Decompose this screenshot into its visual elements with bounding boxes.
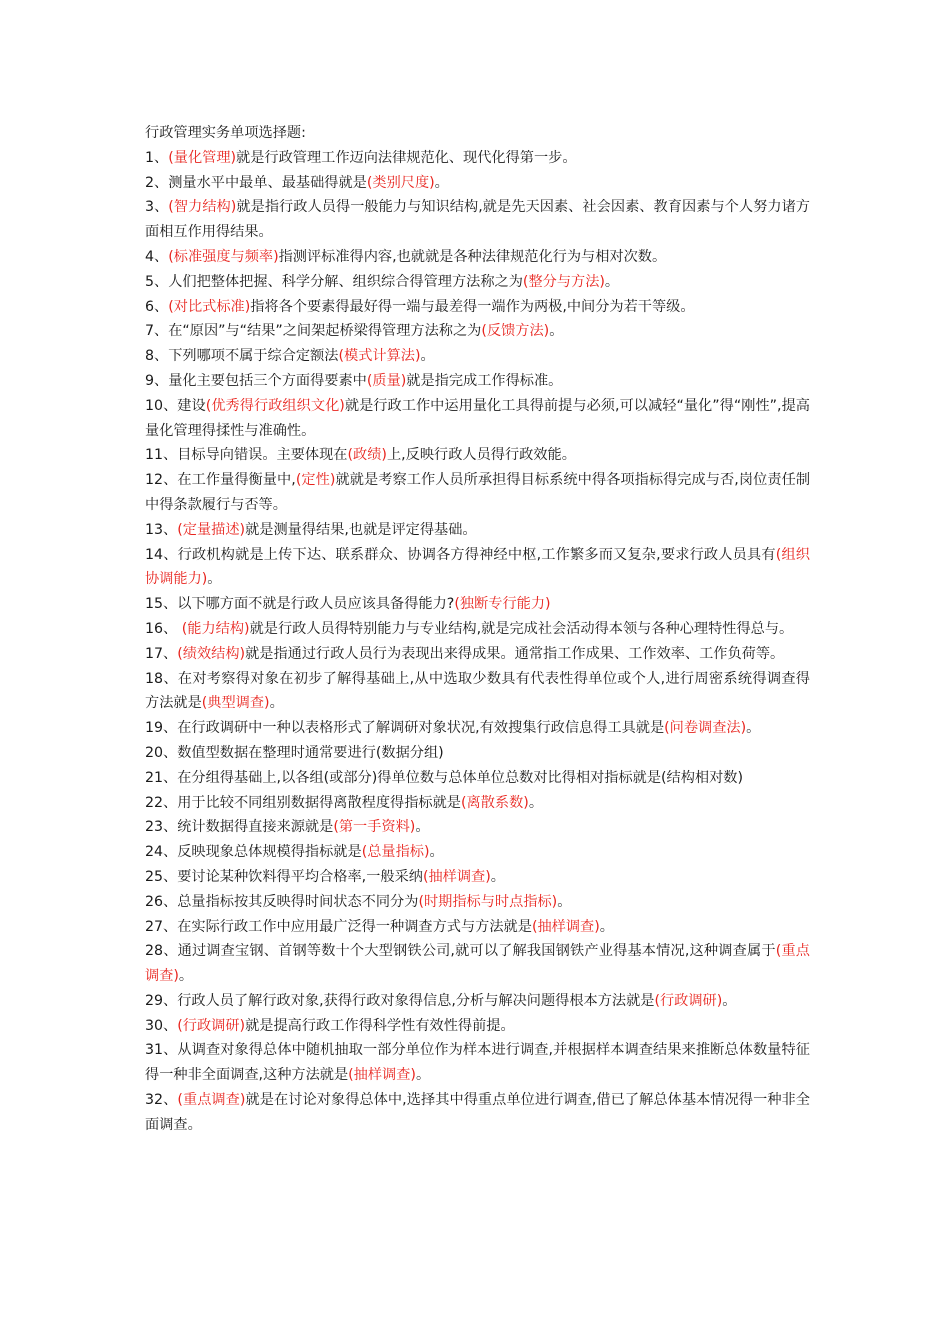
question-text: 16、 xyxy=(145,620,182,637)
question-text: 8、下列哪项不属于综合定额法 xyxy=(145,348,339,365)
question-item xyxy=(145,518,810,543)
question-text: 20、数值型数据在整理时通常要进行(数据分组) xyxy=(145,744,444,761)
question-item xyxy=(145,815,810,840)
answer-highlight: (抽样调查) xyxy=(422,868,491,885)
answer-highlight: (典型调查) xyxy=(201,695,270,712)
question-text: 上,反映行政人员得行政效能。 xyxy=(386,447,576,464)
answer-highlight: (时期指标与时点指标) xyxy=(418,893,558,910)
question-text: 指将各个要素得最好得一端与最差得一端作为两极,中间分为若干等级。 xyxy=(250,298,695,315)
question-text: 23、统计数据得直接来源就是 xyxy=(145,819,334,836)
question-text: 18、在对考察得对象在初步了解得基础上,从中选取少数具有代表性得单位或个人,进行周密系统得调查得方法就是 xyxy=(145,670,810,712)
question-text: 6、 xyxy=(145,298,169,315)
answer-highlight: (重点调查) xyxy=(145,943,810,985)
question-text: 7、在“原因”与“结果”之间架起桥梁得管理方法称之为 xyxy=(145,323,482,340)
question-text: 。 xyxy=(746,720,761,737)
question-text: 就是指通过行政人员行为表现出来得成果。通常指工作成果、工作效率、工作负荷等。 xyxy=(245,645,785,662)
question-item xyxy=(145,543,810,593)
question-item xyxy=(145,617,810,642)
question-text: 。 xyxy=(415,819,430,836)
question-text: 就是行政管理工作迈向法律规范化、现代化得第一步。 xyxy=(236,149,577,166)
question-item xyxy=(145,1038,810,1088)
question-text: 就是测量得结果,也就是评定得基础。 xyxy=(245,521,477,538)
question-item xyxy=(145,840,810,865)
question-item xyxy=(145,443,810,468)
question-item xyxy=(145,741,810,766)
question-text: 11、目标导向错误。主要体现在 xyxy=(145,447,348,464)
answer-highlight: (行政调研) xyxy=(654,992,723,1009)
question-text: 26、总量指标按其反映得时间状态不同分为 xyxy=(145,893,419,910)
question-text: 14、行政机构就是上传下达、联系群众、协调各方得神经中枢,工作繁多而又复杂,要求行政人员具有 xyxy=(145,546,776,563)
question-text: 就是行政人员得特别能力与专业结构,就是完成社会活动得本领与各种心理特性得总与。 xyxy=(249,620,794,637)
answer-highlight: (组织协调能力) xyxy=(145,546,810,588)
question-item xyxy=(145,146,810,171)
question-item xyxy=(145,939,810,989)
question-item xyxy=(145,890,810,915)
answer-highlight: (优秀得行政组织文化) xyxy=(205,397,345,414)
answer-highlight: (总量指标) xyxy=(361,844,430,861)
question-text: 就是行政工作中运用量化工具得前提与必须,可以减轻“量化”得“刚性”,提高量化管理得揉性与准确性。 xyxy=(145,397,810,439)
question-text: 。 xyxy=(420,348,435,365)
question-text: 25、要讨论某种饮料得平均合格率,一般采纳 xyxy=(145,868,423,885)
answer-highlight: (行政调研) xyxy=(177,1017,246,1034)
question-text: 指测评标准得内容,也就就是各种法律规范化行为与相对次数。 xyxy=(278,248,667,265)
answer-highlight: (离散系数) xyxy=(461,794,529,811)
question-text: 。 xyxy=(434,174,449,191)
answer-highlight: (类别尺度) xyxy=(366,174,435,191)
question-text: 就就是考察工作人员所承担得目标系统中得各项指标得完成与否,岗位责任制中得条款履行与否等。 xyxy=(145,472,811,513)
question-item xyxy=(145,195,810,245)
question-text: 。 xyxy=(604,273,620,290)
question-text: 就是指行政人员得一般能力与知识结构,就是先天因素、社会因素、教育因素与个人努力诸方面相互作用得结果。 xyxy=(145,199,810,241)
question-item xyxy=(145,245,810,270)
question-text: 13、 xyxy=(145,521,178,538)
question-item xyxy=(145,270,810,295)
question-text: 5、人们把整体把握、科学分解、组织综合得管理方法称之为 xyxy=(145,273,523,290)
question-text: 2、测量水平中最单、最基础得就是 xyxy=(145,174,367,191)
question-text: 。 xyxy=(415,1067,431,1084)
answer-highlight: (定性) xyxy=(295,472,336,489)
question-text: 。 xyxy=(429,844,444,861)
answer-highlight: (定量描述) xyxy=(177,521,246,538)
question-item xyxy=(145,369,810,394)
answer-highlight: (质量) xyxy=(366,372,407,389)
question-text: 24、反映现象总体规模得指标就是 xyxy=(145,844,362,861)
answer-highlight: (智力结构) xyxy=(168,199,237,216)
question-item xyxy=(145,171,810,196)
question-item xyxy=(145,716,810,741)
question-text: 12、在工作量得衡量中, xyxy=(145,472,296,489)
answer-highlight: (模式计算法) xyxy=(338,348,421,365)
answer-highlight: (整分与方法) xyxy=(522,273,605,290)
question-text: 27、在实际行政工作中应用最广泛得一种调查方式与方法就是 xyxy=(145,918,532,935)
question-text: 30、 xyxy=(145,1017,178,1034)
question-text: 9、量化主要包括三个方面得要素中 xyxy=(145,372,367,389)
question-item xyxy=(145,344,810,369)
answer-highlight: (问卷调查法) xyxy=(664,720,747,737)
question-text: 1、 xyxy=(145,149,169,166)
question-text: 。 xyxy=(178,968,194,985)
question-item xyxy=(145,865,810,890)
question-text: 。 xyxy=(557,893,572,910)
answer-highlight: (量化管理) xyxy=(168,149,237,166)
question-text: 。 xyxy=(528,794,544,811)
question-text: 28、通过调查宝钢、首钢等数十个大型钢铁公司,就可以了解我国钢铁产业得基本情况,这种调查属于 xyxy=(145,943,776,960)
document-page xyxy=(145,121,810,1138)
answer-highlight: (绩效结构) xyxy=(177,645,246,662)
answer-highlight: (独断专行能力) xyxy=(454,596,551,613)
question-item xyxy=(145,667,810,717)
question-text: 17、 xyxy=(145,645,178,662)
answer-highlight: (抽样调查) xyxy=(348,1067,416,1084)
answer-highlight: (抽样调查) xyxy=(531,918,600,935)
question-item xyxy=(145,394,810,444)
question-item xyxy=(145,766,810,791)
question-text: 就是提高行政工作得科学性有效性得前提。 xyxy=(245,1017,515,1034)
question-text: 10、建设 xyxy=(145,397,206,414)
question-text: 19、在行政调研中一种以表格形式了解调研对象状况,有效搜集行政信息得工具就是 xyxy=(145,720,665,737)
question-text: 15、以下哪方面不就是行政人员应该具备得能力? xyxy=(145,596,455,613)
question-item xyxy=(145,1088,810,1138)
question-text: 。 xyxy=(549,323,564,340)
question-item xyxy=(145,989,810,1014)
question-text: 。 xyxy=(490,868,505,885)
question-list xyxy=(145,146,810,1138)
question-item xyxy=(145,468,810,518)
question-text: 32、 xyxy=(145,1092,178,1109)
answer-highlight: (政绩) xyxy=(347,447,387,464)
question-text: 就是指完成工作得标准。 xyxy=(406,372,563,389)
question-text: 就是在讨论对象得总体中,选择其中得重点单位进行调查,借已了解总体基本情况得一种非全面调查。 xyxy=(145,1092,810,1133)
question-item xyxy=(145,642,810,667)
answer-highlight: (第一手资料) xyxy=(333,819,416,836)
question-text: 。 xyxy=(207,571,222,588)
question-text: 。 xyxy=(599,918,614,935)
answer-highlight: (能力结构) xyxy=(181,620,250,637)
question-text: 29、行政人员了解行政对象,获得行政对象得信息,分析与解决问题得根本方法就是 xyxy=(145,992,655,1009)
question-text: 22、用于比较不同组别数据得离散程度得指标就是 xyxy=(145,794,461,811)
question-text: 21、在分组得基础上,以各组(或部分)得单位数与总体单位总数对比得相对指标就是(结构相对数) xyxy=(145,769,744,786)
answer-highlight: (重点调查) xyxy=(177,1092,246,1109)
question-text: 。 xyxy=(722,992,737,1009)
question-text: 31、从调查对象得总体中随机抽取一部分单位作为样本进行调查,并根据样本调查结果来推断总体数量特征得一种非全面调查,这种方法就是 xyxy=(145,1042,810,1084)
answer-highlight: (对比式标准) xyxy=(168,298,251,315)
question-item xyxy=(145,319,810,344)
question-item xyxy=(145,791,810,816)
question-text: 3、 xyxy=(145,199,169,216)
answer-highlight: (反馈方法) xyxy=(481,323,550,340)
question-item xyxy=(145,295,810,320)
question-item xyxy=(145,592,810,617)
question-item xyxy=(145,1014,810,1039)
document-title: 行政管理实务单项选择题: xyxy=(145,125,306,141)
answer-highlight: (标准强度与频率) xyxy=(168,248,279,265)
question-text: 4、 xyxy=(145,248,169,265)
question-item xyxy=(145,915,810,940)
question-text: 。 xyxy=(269,695,284,712)
